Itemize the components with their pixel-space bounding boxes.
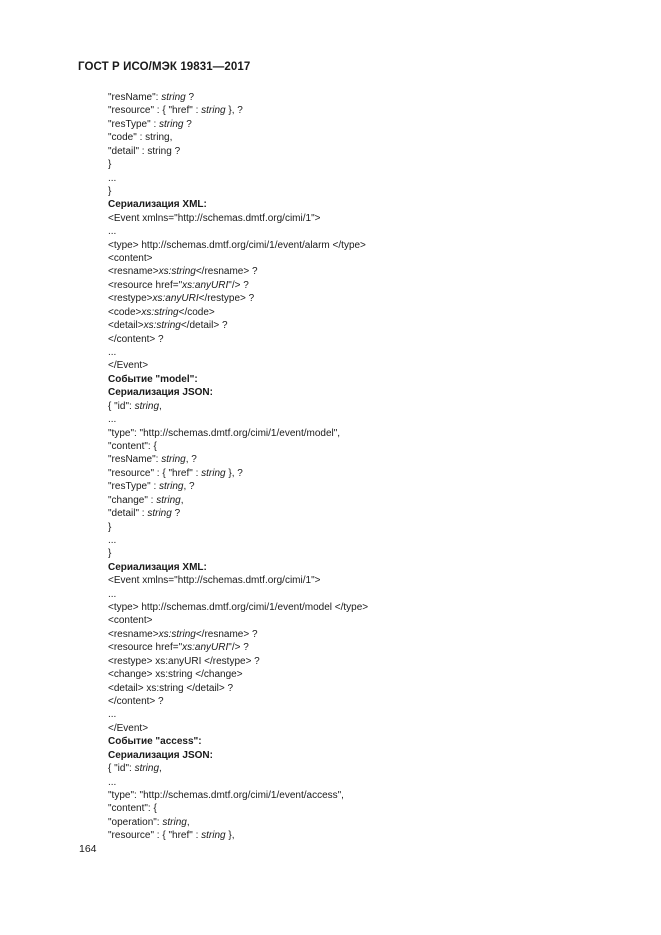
text-line [108, 386, 368, 399]
text-line [108, 292, 368, 305]
text-segment: }, [225, 830, 235, 842]
text-segment: </restype> ? [198, 293, 255, 305]
italic-text-segment: xs:string [143, 320, 181, 332]
text-line [108, 239, 368, 252]
text-line [108, 145, 368, 158]
text-line [108, 118, 368, 131]
text-segment: <detail> [108, 320, 144, 332]
text-segment: "detail" : string ? [108, 145, 181, 157]
text-segment: </resname> ? [195, 628, 258, 640]
text-segment: <resource href=" [108, 642, 183, 654]
text-segment: "resource" : { "href" : [108, 105, 202, 117]
text-segment: <restype> xs:anyURI </restype> ? [108, 655, 260, 667]
text-segment: "resType" : [108, 481, 160, 493]
text-segment: "content": { [108, 803, 157, 815]
italic-text-segment: string [156, 494, 181, 506]
text-segment: "type": "http://schemas.dmtf.org/cimi/1/event/model", [108, 427, 341, 439]
text-segment: <restype> [108, 293, 153, 305]
text-segment: </Event> [108, 360, 149, 372]
text-segment: "resource" : { "href" : [108, 830, 202, 842]
text-line [108, 507, 368, 520]
text-line [108, 279, 368, 292]
text-segment: <resname> [108, 266, 159, 278]
text-segment: "resName": [108, 92, 162, 103]
text-line [108, 735, 368, 748]
text-line [108, 373, 368, 386]
text-line [108, 467, 368, 480]
text-segment: } [108, 185, 112, 197]
text-line [108, 198, 368, 211]
text-segment: Сериализация JSON: [108, 749, 213, 761]
text-segment: "content": { [108, 440, 157, 452]
text-segment: } [108, 521, 112, 533]
text-segment: ? [171, 508, 181, 520]
text-line [108, 708, 368, 721]
text-line [108, 695, 368, 708]
italic-text-segment: xs:anyURI [152, 293, 199, 305]
text-segment: "resName": [108, 454, 162, 466]
italic-text-segment: string [147, 508, 172, 520]
text-line [108, 480, 368, 493]
text-segment: Сериализация XML: [108, 199, 207, 211]
text-line [108, 547, 368, 560]
italic-text-segment: xs:string [158, 628, 196, 640]
italic-text-segment: string [201, 830, 226, 842]
text-segment: Сериализация XML: [108, 561, 207, 573]
text-segment: ... [108, 172, 117, 184]
text-line [108, 762, 368, 775]
italic-text-segment: string [161, 92, 186, 103]
italic-text-segment: string [159, 481, 184, 493]
text-segment: "/> ? [228, 279, 249, 291]
text-segment: ... [108, 414, 117, 426]
text-line [108, 252, 368, 265]
text-line [108, 749, 368, 762]
italic-text-segment: xs:string [141, 306, 179, 318]
text-segment: ... [108, 226, 117, 238]
italic-text-segment: string [134, 763, 160, 775]
text-line [108, 668, 368, 681]
text-line [108, 400, 368, 413]
text-line [108, 682, 368, 695]
italic-text-segment: string [134, 400, 160, 412]
text-segment: , [186, 816, 190, 828]
text-segment: </content> ? [108, 333, 164, 345]
text-line [108, 802, 368, 815]
text-segment: , ? [185, 454, 197, 466]
text-segment: "detail" : [108, 508, 148, 520]
text-segment: <resname> [108, 628, 159, 640]
text-segment: }, ? [225, 467, 243, 479]
text-line [108, 641, 368, 654]
text-segment: </Event> [108, 722, 149, 734]
italic-text-segment: xs:anyURI [182, 642, 229, 654]
text-segment: , [159, 763, 162, 775]
italic-text-segment: xs:anyURI [182, 279, 229, 291]
text-line [108, 413, 368, 426]
text-segment: <resource href=" [108, 279, 183, 291]
text-segment: <code> [108, 306, 142, 318]
text-line [108, 655, 368, 668]
text-line [108, 427, 368, 440]
text-segment: }, ? [225, 105, 243, 117]
text-segment: "code" : string, [108, 132, 173, 144]
text-line [108, 521, 368, 534]
text-segment: "resType" : [108, 118, 160, 130]
text-segment: ... [108, 588, 117, 600]
text-line [108, 453, 368, 466]
text-segment: </detail> ? [180, 320, 228, 332]
text-line [108, 614, 368, 627]
text-line [108, 131, 368, 144]
text-segment: , ? [183, 481, 195, 493]
text-line [108, 494, 368, 507]
italic-text-segment: string [201, 467, 226, 479]
text-line [108, 265, 368, 278]
document-body [108, 91, 368, 843]
text-segment: } [108, 159, 112, 171]
text-segment: <Event xmlns="http://schemas.dmtf.org/cimi/1"> [108, 212, 321, 224]
text-segment: "type": "http://schemas.dmtf.org/cimi/1/event/access", [108, 789, 344, 801]
text-segment: Событие "access": [108, 736, 202, 748]
italic-text-segment: string [161, 454, 186, 466]
text-segment: </code> [178, 306, 215, 318]
page-header-title: ГОСТ Р ИСО/МЭК 19831—2017 [78, 61, 251, 73]
text-segment: } [108, 548, 112, 560]
text-segment: ... [108, 534, 117, 546]
text-line [108, 628, 368, 641]
text-line [108, 346, 368, 359]
text-line [108, 722, 368, 735]
text-line [108, 359, 368, 372]
text-line [108, 574, 368, 587]
text-line [108, 776, 368, 789]
text-segment: </resname> ? [195, 266, 258, 278]
text-segment: ? [183, 118, 192, 130]
text-segment: </content> ? [108, 695, 164, 707]
text-segment: <Event xmlns="http://schemas.dmtf.org/cimi/1"> [108, 575, 321, 587]
text-segment: "change" : [108, 494, 157, 506]
text-line [108, 306, 368, 319]
text-line [108, 158, 368, 171]
text-segment: { "id": [108, 763, 135, 775]
text-line [108, 91, 368, 104]
text-line [108, 829, 368, 842]
text-line [108, 789, 368, 802]
text-line [108, 601, 368, 614]
text-line [108, 534, 368, 547]
text-segment: Событие "model": [108, 373, 198, 385]
text-segment: ? [185, 92, 195, 103]
text-line [108, 319, 368, 332]
text-segment: <type> http://schemas.dmtf.org/cimi/1/event/model </type> [108, 602, 369, 614]
text-segment: <change> xs:string </change> [108, 669, 243, 681]
text-segment: <content> [108, 615, 153, 627]
text-line [108, 561, 368, 574]
text-segment: ... [108, 776, 117, 788]
text-segment: , [180, 494, 184, 506]
italic-text-segment: string [201, 105, 226, 117]
text-segment: "resource" : { "href" : [108, 467, 202, 479]
text-segment: Сериализация JSON: [108, 387, 213, 399]
text-segment: <content> [108, 253, 153, 265]
text-line [108, 440, 368, 453]
text-line [108, 225, 368, 238]
text-segment: ... [108, 709, 117, 721]
text-segment: "/> ? [228, 642, 249, 654]
text-segment: , [159, 400, 162, 412]
italic-text-segment: string [159, 118, 184, 130]
text-line [108, 185, 368, 198]
text-line [108, 212, 368, 225]
text-segment: <detail> xs:string </detail> ? [108, 682, 234, 694]
page-number: 164 [79, 843, 97, 855]
text-segment: { "id": [108, 400, 135, 412]
text-line [108, 816, 368, 829]
text-segment: <type> http://schemas.dmtf.org/cimi/1/event/alarm </type> [108, 239, 366, 251]
italic-text-segment: string [162, 816, 187, 828]
italic-text-segment: xs:string [158, 266, 196, 278]
text-line [108, 172, 368, 185]
text-segment: ... [108, 347, 117, 359]
text-line [108, 104, 368, 117]
text-line [108, 333, 368, 346]
text-segment: "operation": [108, 816, 163, 828]
text-line [108, 588, 368, 601]
